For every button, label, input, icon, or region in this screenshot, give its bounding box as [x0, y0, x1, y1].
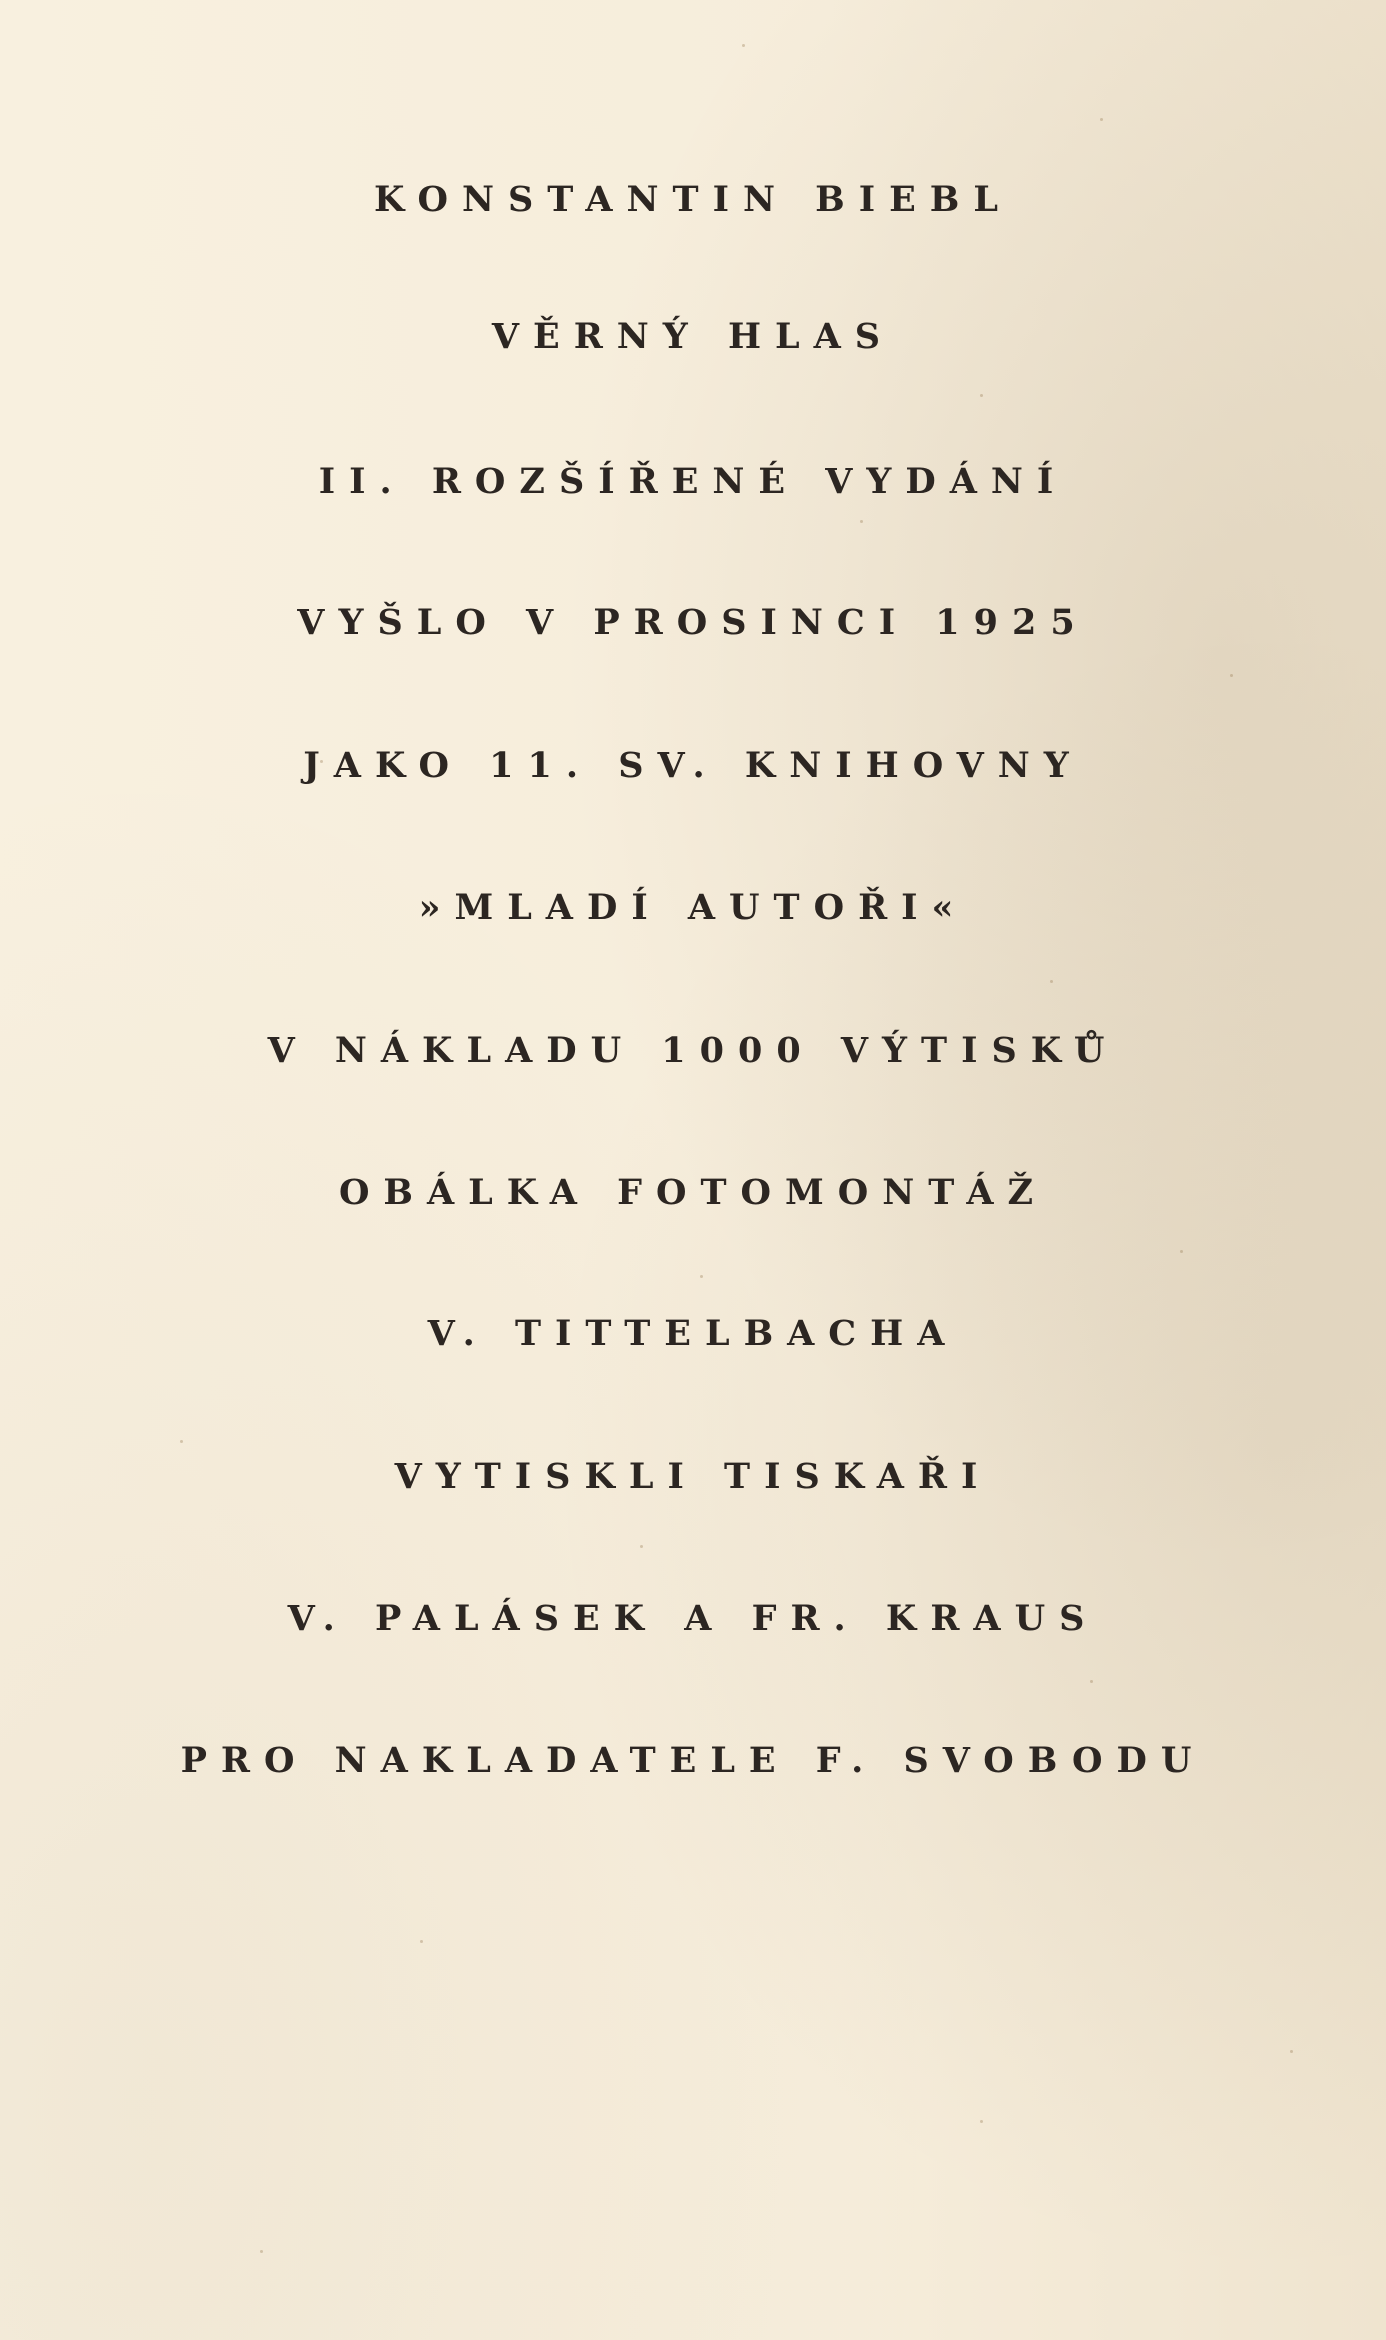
colophon-line-author: KONSTANTIN BIEBL [374, 179, 1012, 220]
colophon-line-edition: II. ROZŠÍŘENÉ VYDÁNÍ [318, 461, 1068, 502]
colophon-line-cover: OBÁLKA FOTOMONTÁŽ [338, 1172, 1048, 1213]
colophon-line-printers: VYTISKLI TISKAŘI [394, 1456, 992, 1497]
colophon-line-publication-date: VYŠLO V PROSINCI 1925 [297, 602, 1089, 643]
colophon-line-title: VĚRNÝ HLAS [491, 316, 895, 357]
colophon-line-printer-names: V. PALÁSEK A FR. KRAUS [287, 1598, 1099, 1639]
colophon-line-series-volume: JAKO 11. SV. KNIHOVNY [303, 745, 1083, 786]
colophon-line-cover-artist: V. TITTELBACHA [427, 1313, 959, 1354]
colophon-line-print-run: V NÁKLADU 1000 VÝTISKŮ [267, 1030, 1119, 1071]
colophon-line-publisher: PRO NAKLADATELE F. SVOBODU [180, 1740, 1206, 1781]
colophon-line-series-name: »MLADÍ AUTOŘI« [418, 887, 968, 928]
